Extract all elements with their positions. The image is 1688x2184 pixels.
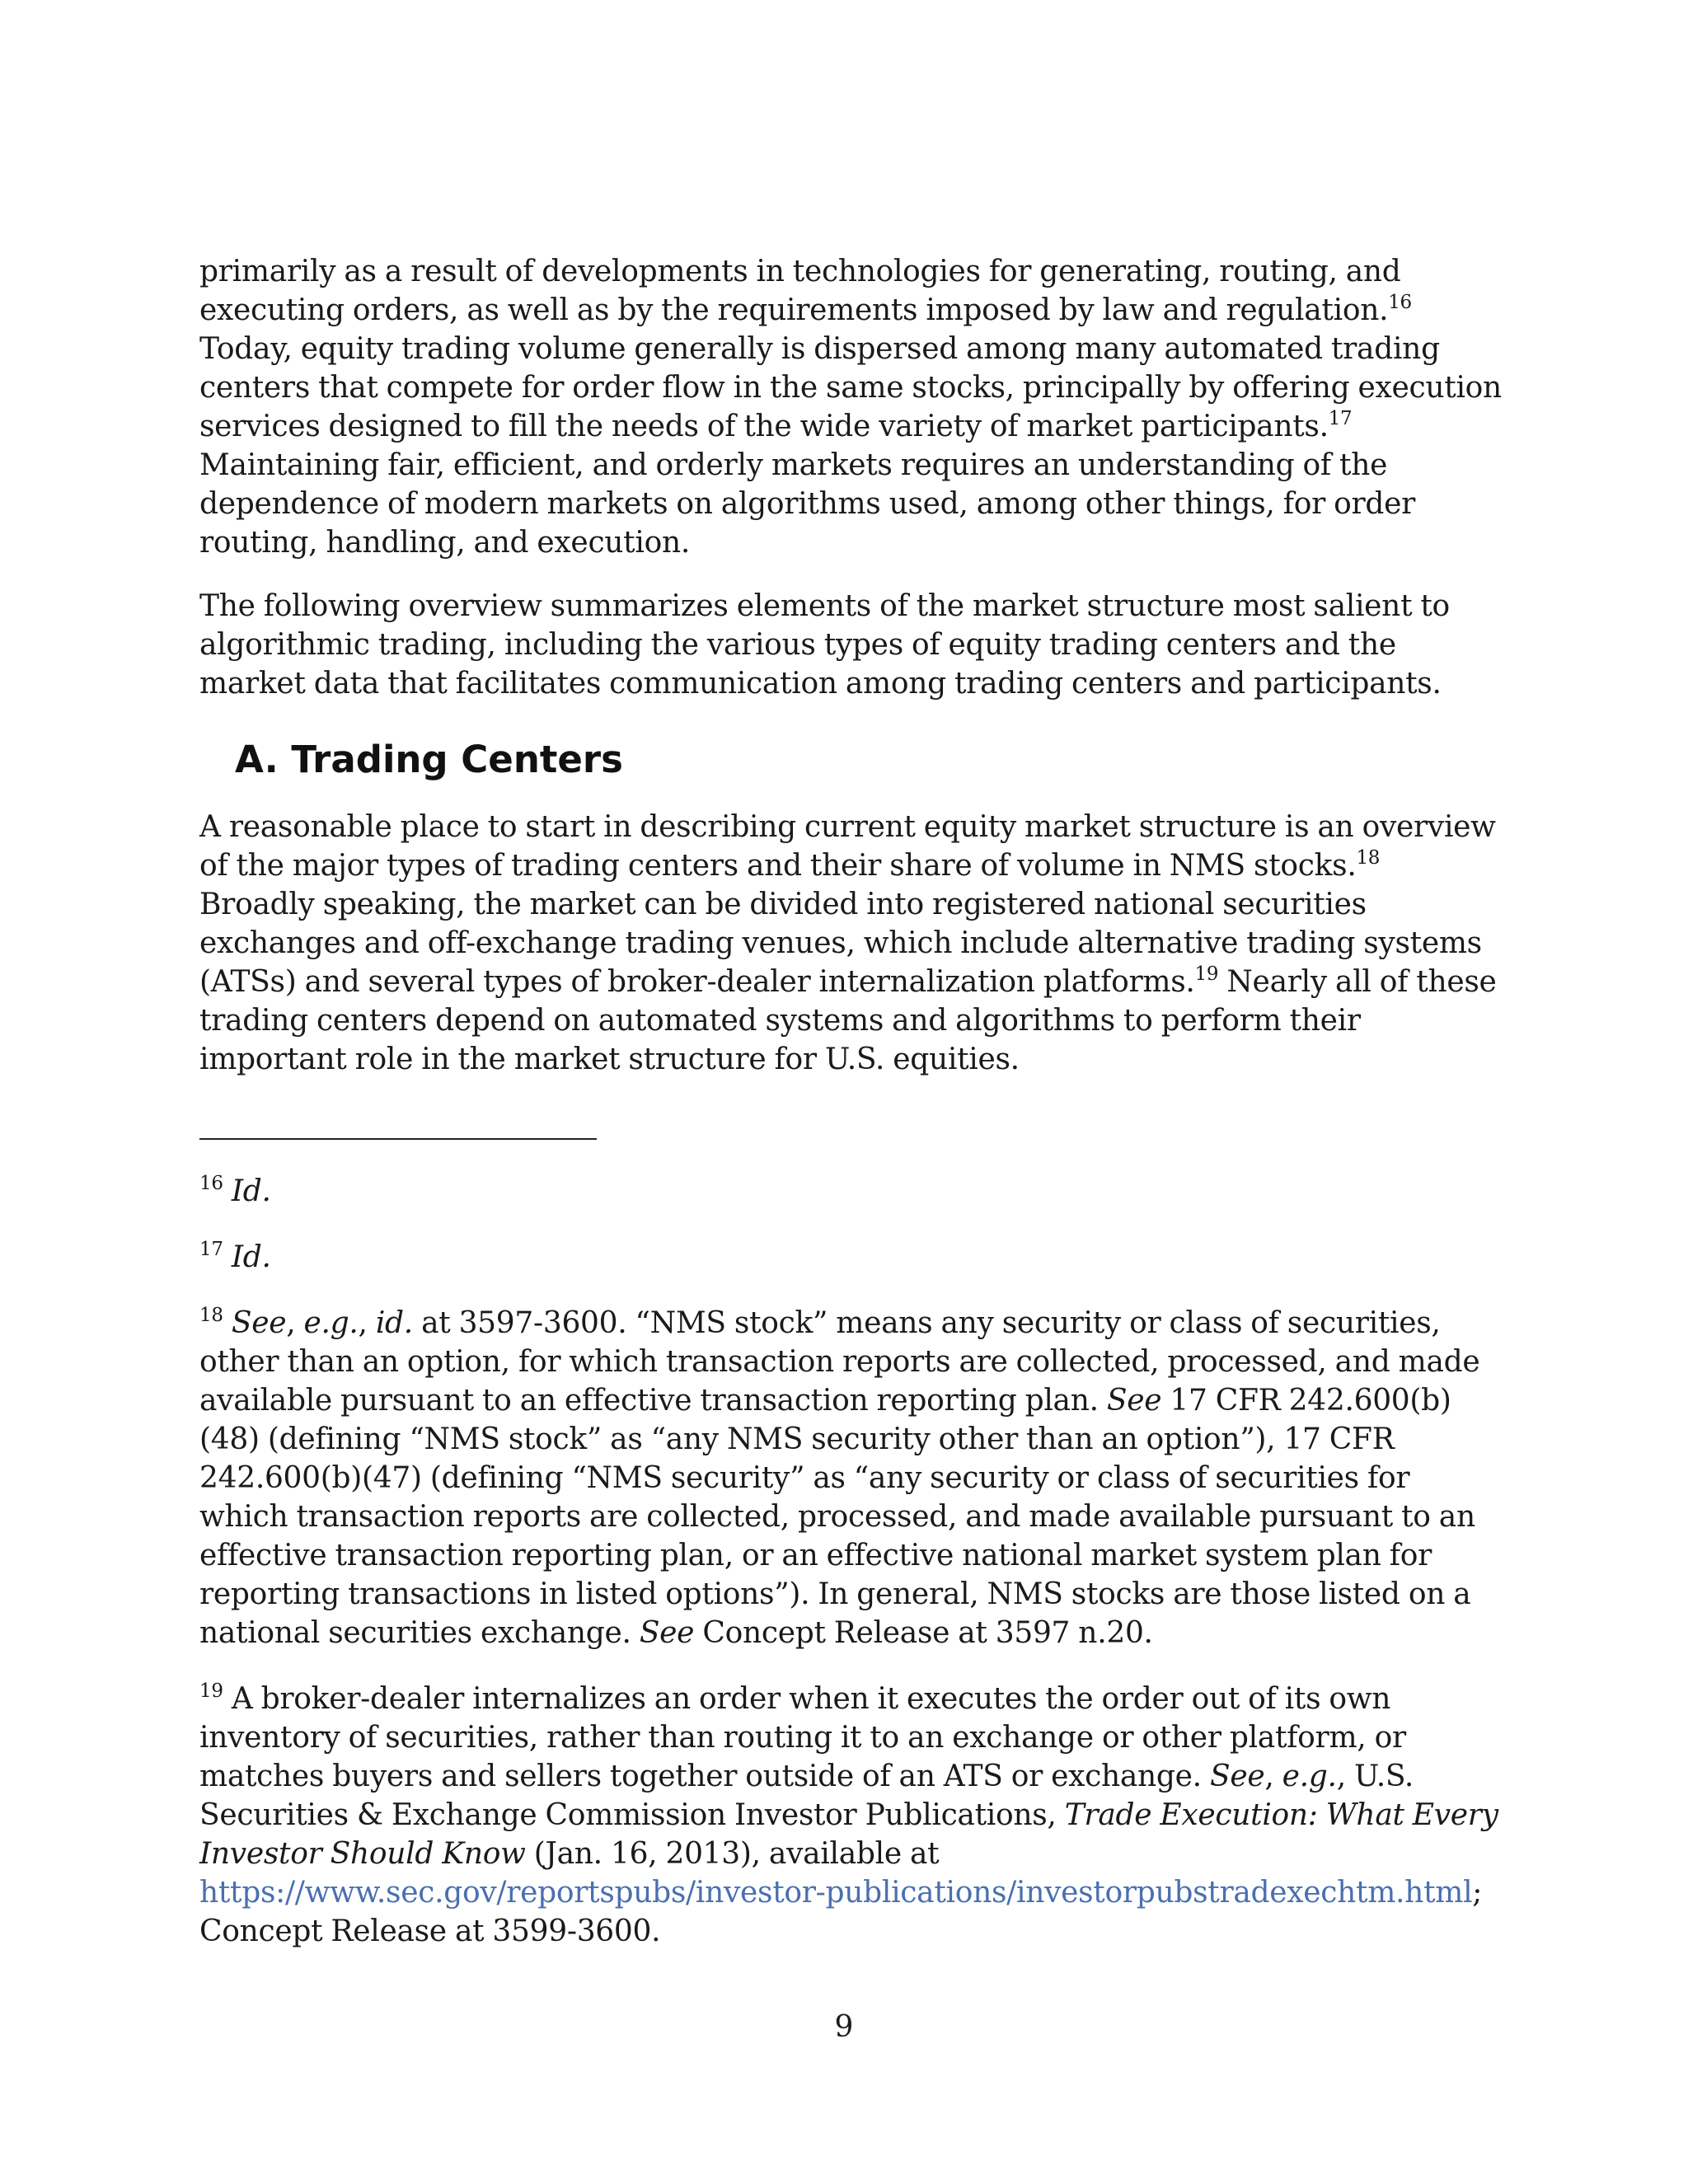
footnote-text: A broker-dealer internalizes an order when it executes the order out of its own inventory of securities, rather than routing it to an exchange or other platform, or matches buyers and sellers together outside of an ATS or exchange.	[199, 1682, 1406, 1793]
paragraph-3-text-c: Nearly all of these trading centers depend on automated systems and algorithms to perform their important role in the market structure for U.S. equities.	[199, 965, 1497, 1076]
paragraph-1-text-a: primarily as a result of developments in technologies for generating, routing, and executing orders, as well as by the requirements imposed by law and regulation.	[199, 255, 1401, 327]
footnotes	[199, 1172, 1502, 1951]
footnote-text: ; Concept Release at 3599-3600.	[199, 1876, 1483, 1948]
footnote-number: 18	[199, 1305, 223, 1326]
paragraph-1-text-c: Maintaining fair, efficient, and orderly markets requires an understanding of the dependence of modern markets on algorithms used, among other things, for order routing, handling, and execution.	[199, 448, 1416, 560]
footnote-text: (Jan. 16, 2013), available at	[525, 1837, 940, 1871]
footnote-ref-17[interactable]: 17	[1328, 408, 1353, 429]
footnote-ref-16[interactable]: 16	[1388, 292, 1412, 313]
paragraph-1	[199, 252, 1502, 562]
publication-title: Trade Execution: What Every Investor Should Know	[199, 1798, 1498, 1871]
punct: ,	[358, 1306, 376, 1340]
footnote-18	[199, 1304, 1502, 1652]
footnote-ref-18[interactable]: 18	[1356, 847, 1381, 869]
footnote-19	[199, 1680, 1502, 1951]
footnote-text: Id.	[231, 1174, 271, 1208]
punct: ,	[1264, 1760, 1282, 1793]
footnote-number: 17	[199, 1239, 223, 1260]
paragraph-3	[199, 808, 1502, 1079]
paragraph-1-text-b: Today, equity trading volume generally is dispersed among many automated trading centers that compete for order flow in the same stocks, principally by offering execution services designed to fill the needs of the wide variety of market participants.	[199, 332, 1502, 443]
signal-see: See	[231, 1306, 287, 1340]
paragraph-3-text-b: Broadly speaking, the market can be divided into registered national securities exchanges and off-exchange trading venues, which include alternative trading systems (ATSs) and several types of broker-dealer internalization platforms.	[199, 888, 1482, 999]
page-number: 9	[834, 2010, 854, 2044]
body-block-top	[199, 252, 1502, 703]
footnote-ref-19[interactable]: 19	[1194, 963, 1219, 985]
footnote-16	[199, 1172, 1502, 1211]
footnote-number: 16	[199, 1173, 223, 1194]
footnote-text: Id.	[231, 1240, 271, 1274]
footnote-text: Concept Release at 3597 n.20.	[694, 1616, 1153, 1650]
signal-id: id.	[375, 1306, 413, 1340]
body-block-trading-centers	[199, 808, 1502, 1079]
footnote-text: , U.S. Securities & Exchange Commission Investor Publications,	[199, 1760, 1414, 1832]
footnote-17	[199, 1238, 1502, 1277]
footnote-separator	[199, 1138, 597, 1140]
sec-publication-link[interactable]: https://www.sec.gov/reportspubs/investor-publications/investorpubstradexechtm.html	[199, 1876, 1473, 1910]
section-heading: A. Trading Centers	[235, 738, 623, 781]
footnote-number: 19	[199, 1680, 223, 1702]
paragraph-3-text-a: A reasonable place to start in describing current equity market structure is an overview of the major types of trading centers and their share of volume in NMS stocks.	[199, 810, 1496, 883]
punct: ,	[286, 1306, 304, 1340]
signal-eg: e.g.	[303, 1306, 359, 1340]
signal-see: See	[1209, 1760, 1265, 1793]
paragraph-2: The following overview summarizes elements of the market structure most salient to algorithmic trading, including the various types of equity trading centers and the market data that facilitates communication among trading centers and participants.	[199, 589, 1450, 701]
footnote-text: 17 CFR 242.600(b)(48) (defining “NMS stock” as “any NMS security other than an option”), 17 CFR 242.600(b)(47) (defining “NMS security” as “any security or class of securities for which transaction reports are collected, processed, and made available pursuant to an effective transaction reporting plan, or an effective national market system plan for reporting transactions in listed options”). In general, NMS stocks are those listed on a national securities exchange.	[199, 1384, 1475, 1650]
signal-eg: e.g.	[1282, 1760, 1337, 1793]
signal-see: See	[639, 1616, 695, 1650]
footnote-text: at 3597-3600. “NMS stock” means any security or class of securities, other than an option, for which transaction reports are collected, processed, and made available pursuant to an effective transaction reporting plan.	[199, 1306, 1480, 1418]
signal-see: See	[1106, 1384, 1162, 1418]
